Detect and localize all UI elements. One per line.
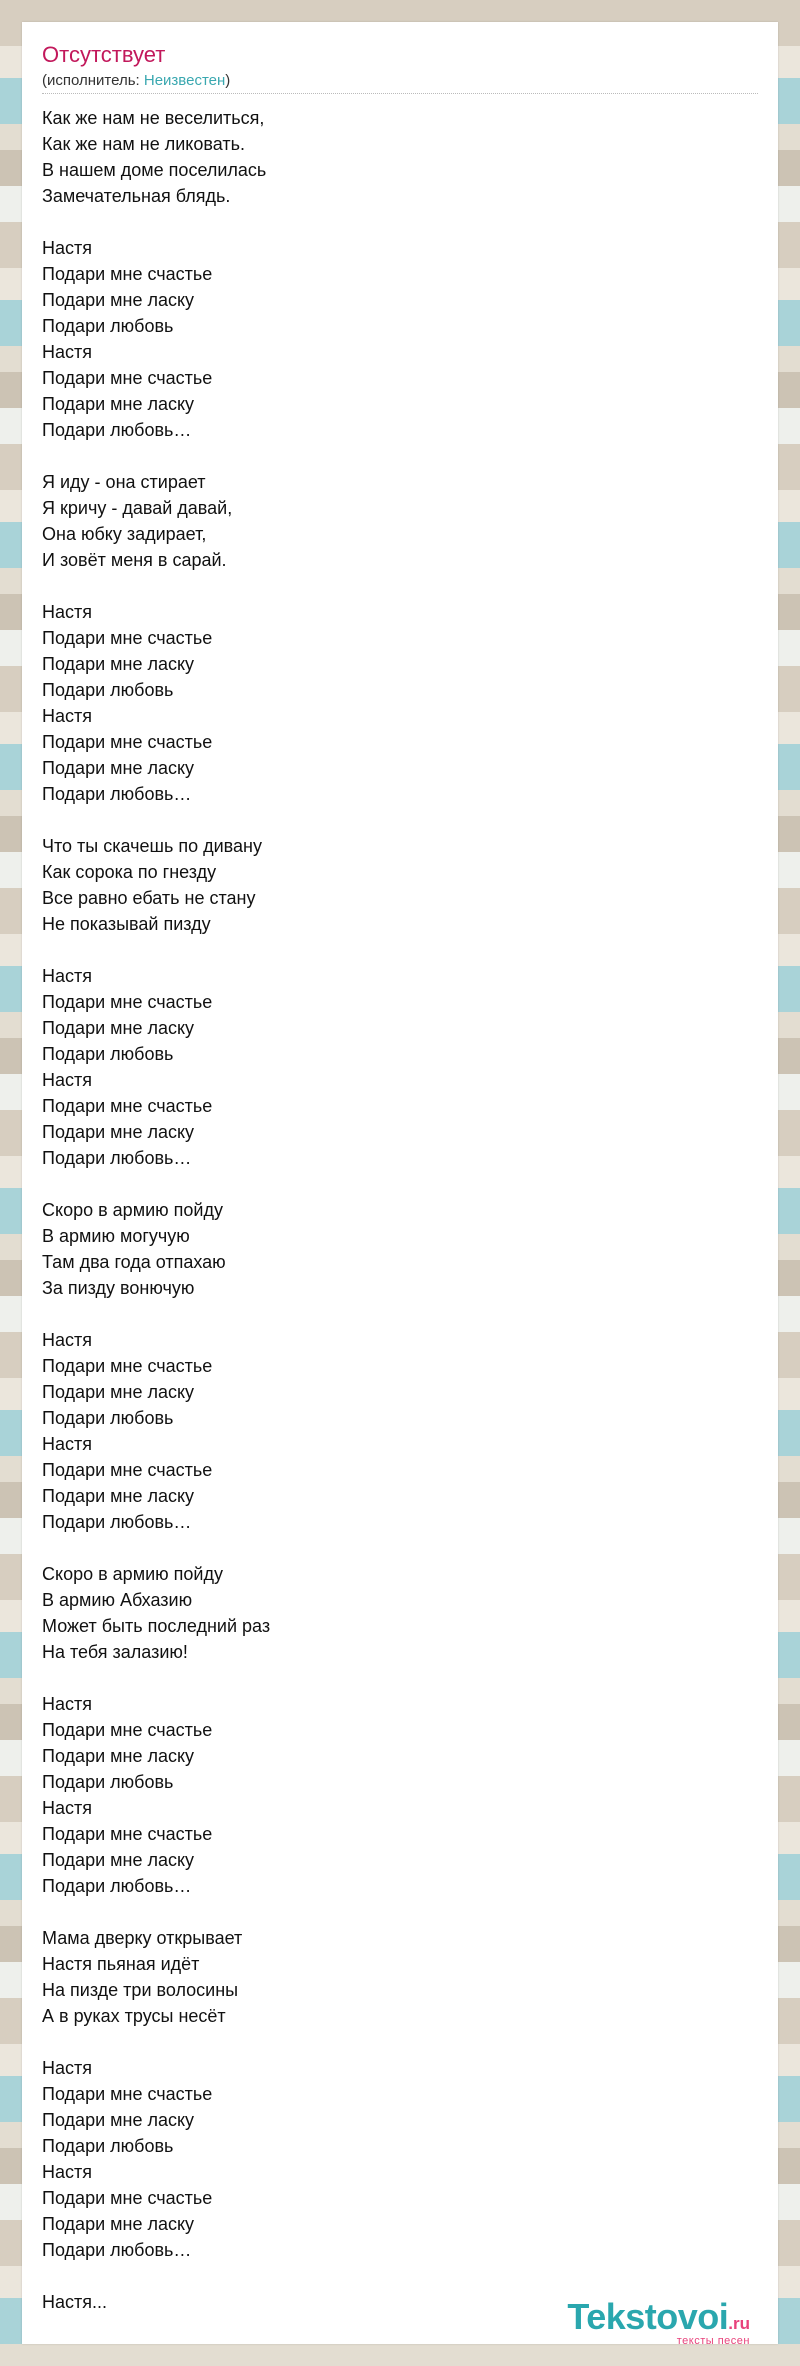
lyric-line: Подари мне счастье [42,1824,213,1844]
stanza-break [42,1899,742,1925]
lyric-line: Подари любовь [42,1408,174,1428]
lyric-line: Настя [42,1694,93,1714]
lyric-line: Настя [42,342,93,362]
lyric-line: Подари мне счастье [42,992,213,1012]
stanza-break [42,1301,742,1327]
lyric-line: Скоро в армию пойду [42,1564,223,1584]
song-title: Отсутствует [42,42,166,67]
lyric-line: Не показывай пизду [42,914,211,934]
lyric-line: Подари мне ласку [42,290,195,310]
lyric-line: Подари мне счастье [42,628,213,648]
lyric-line: На пизде три волосины [42,1980,239,2000]
lyric-line: Подари любовь… [42,784,192,804]
lyric-line: И зовёт меня в сарай. [42,550,227,570]
lyric-line: А в руках трусы несёт [42,2006,226,2026]
lyric-line: Там два года отпахаю [42,1252,226,1272]
stanza-break [42,937,742,963]
lyric-line: Как же нам не ликовать. [42,134,245,154]
lyric-line: Настя [42,2058,93,2078]
performer-prefix: (исполнитель: [42,72,144,89]
lyric-line: Подари мне ласку [42,654,195,674]
lyric-line: Подари мне ласку [42,1018,195,1038]
stanza-break [42,209,742,235]
lyric-line: Подари любовь… [42,1148,192,1168]
lyric-line: В армию могучую [42,1226,190,1246]
lyric-line: Настя [42,1434,93,1454]
lyric-line: Настя [42,1330,93,1350]
lyric-line: Подари мне счастье [42,2084,213,2104]
lyric-line: Все равно ебать не стану [42,888,256,908]
lyric-line: Что ты скачешь по дивану [42,836,262,856]
performer-line [42,72,230,90]
lyric-line: Подари любовь… [42,420,192,440]
lyric-line: Может быть последний раз [42,1616,271,1636]
stanza-break [42,1171,742,1197]
logo-tagline: тексты песен [676,2335,750,2347]
lyric-line: Подари любовь… [42,1876,192,1896]
lyric-line: Мама дверку открывает [42,1928,243,1948]
lyric-line: Она юбку задирает, [42,524,207,544]
lyric-line: Настя [42,2162,93,2182]
lyric-line: Подари мне счастье [42,1460,213,1480]
stanza-break [42,1535,742,1561]
stanza-break [42,1665,742,1691]
performer-link[interactable]: Неизвестен [143,72,226,89]
lyric-line: Настя [42,238,93,258]
stanza-break [42,2029,742,2055]
site-logo[interactable] [567,2296,750,2347]
lyric-line: Подари любовь [42,1772,174,1792]
performer-suffix: ) [225,72,231,89]
lyric-line: Подари мне ласку [42,758,195,778]
lyrics-text [42,105,742,2315]
stanza-break [42,807,742,833]
logo-wordmark: Tekstovoi [567,2296,729,2337]
lyric-line: Подари мне счастье [42,1720,213,1740]
lyric-line: За пизду вонючую [42,1278,195,1298]
lyric-line: Настя... [42,2292,108,2312]
lyric-line: Подари мне счастье [42,2188,213,2208]
lyric-line: Подари мне ласку [42,1850,195,1870]
lyric-line: Подари мне ласку [42,2214,195,2234]
lyric-line: Подари мне ласку [42,394,195,414]
lyric-line: Подари любовь [42,1044,174,1064]
lyric-line: Подари мне ласку [42,1746,195,1766]
lyric-line: Подари любовь… [42,1512,192,1532]
stanza-break [42,443,742,469]
lyric-line: Скоро в армию пойду [42,1200,223,1220]
lyric-line: Подари мне счастье [42,264,213,284]
logo-domain: .ru [728,2314,750,2333]
lyric-line: Подари мне ласку [42,1486,195,1506]
stanza-break [42,2263,742,2289]
lyric-line: Подари мне ласку [42,1382,195,1402]
lyric-line: Подари любовь [42,316,174,336]
lyric-line: В нашем доме поселилась [42,160,267,180]
lyric-line: Подари любовь [42,2136,174,2156]
lyric-line: Настя [42,1070,93,1090]
lyric-line: Подари любовь [42,680,174,700]
lyric-line: Подари мне ласку [42,1122,195,1142]
lyric-line: Я кричу - давай давай, [42,498,233,518]
title-divider [42,93,758,94]
lyric-line: Подари мне счастье [42,732,213,752]
lyric-line: Подари мне ласку [42,2110,195,2130]
lyric-line: Подари мне счастье [42,1356,213,1376]
lyric-line: Настя [42,1798,93,1818]
lyric-line: В армию Абхазию [42,1590,193,1610]
lyric-line: Подари мне счастье [42,1096,213,1116]
lyric-line: На тебя залазию! [42,1642,188,1662]
lyric-line: Настя [42,966,93,986]
lyric-line: Настя [42,706,93,726]
lyric-line: Я иду - она стирает [42,472,206,492]
lyric-line: Как же нам не веселиться, [42,108,265,128]
lyric-line: Замечательная блядь. [42,186,231,206]
lyrics-card [22,22,778,2347]
lyric-line: Подари мне счастье [42,368,213,388]
stanza-break [42,573,742,599]
lyric-line: Как сорока по гнезду [42,862,217,882]
lyric-line: Подари любовь… [42,2240,192,2260]
lyric-line: Настя пьяная идёт [42,1954,200,1974]
lyric-line: Настя [42,602,93,622]
